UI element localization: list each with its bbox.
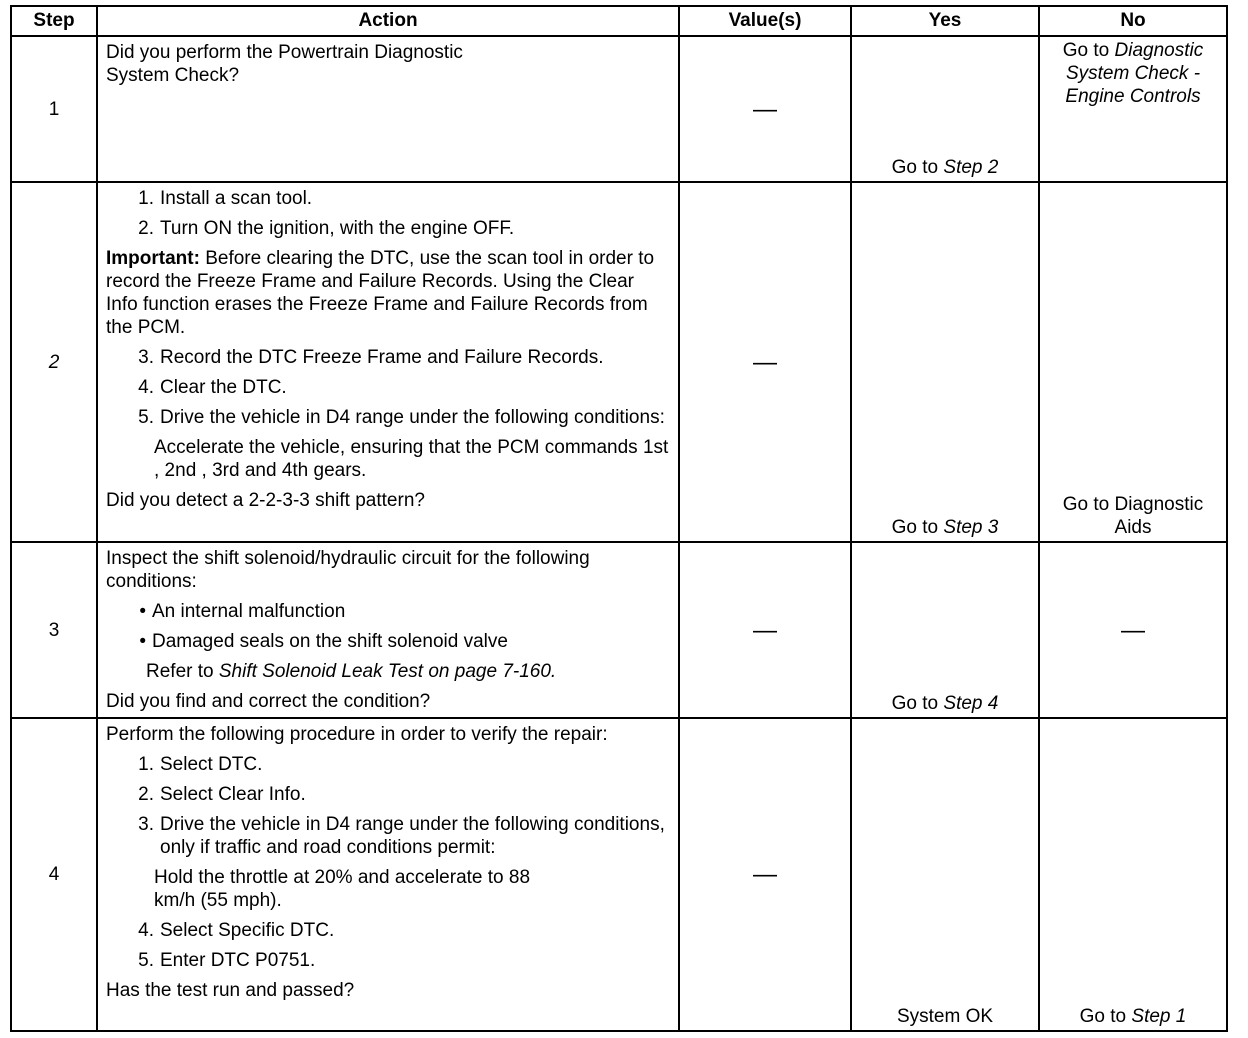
value-cell: — xyxy=(679,36,851,182)
list-text: Turn ON the ignition, with the engine OFF. xyxy=(160,218,515,239)
refer-prefix: Refer to xyxy=(146,661,219,682)
header-values: Value(s) xyxy=(679,6,851,36)
list-number: 3. xyxy=(138,814,154,835)
list-item xyxy=(106,949,670,972)
list-item xyxy=(106,376,670,399)
action-question: Did you detect a 2-2-3-3 shift pattern? xyxy=(106,490,425,511)
action-cell xyxy=(97,182,679,542)
list-item xyxy=(106,630,670,653)
step-number: 3 xyxy=(11,542,97,718)
yes-link[interactable]: Step 4 xyxy=(943,693,999,714)
table-row xyxy=(11,182,1227,542)
yes-prefix: Go to xyxy=(891,157,944,178)
list-text: Record the DTC Freeze Frame and Failure Records. xyxy=(160,347,604,368)
yes-cell: System OK xyxy=(851,718,1039,1031)
no-cell: — xyxy=(1039,542,1227,718)
list-number: 2. xyxy=(138,784,154,805)
table-row xyxy=(11,36,1227,182)
important-note xyxy=(106,247,670,339)
header-row xyxy=(11,6,1227,36)
header-action: Action xyxy=(97,6,679,36)
sub-instruction: Accelerate the vehicle, ensuring that the PCM commands 1st , 2nd , 3rd and 4th gears. xyxy=(154,437,669,481)
list-item xyxy=(106,919,670,942)
value-cell: — xyxy=(679,718,851,1031)
list-item xyxy=(106,813,670,859)
step-number: 2 xyxy=(11,182,97,542)
no-cell xyxy=(1039,182,1227,542)
list-text: Select DTC. xyxy=(160,754,263,775)
action-cell xyxy=(97,36,679,182)
table-row xyxy=(11,718,1227,1031)
list-text: An internal malfunction xyxy=(152,601,346,622)
no-link[interactable]: Step 1 xyxy=(1131,1006,1187,1027)
list-number: 1. xyxy=(138,188,154,209)
no-text[interactable]: Go to Diagnostic Aids xyxy=(1062,494,1204,538)
header-no: No xyxy=(1039,6,1227,36)
action-intro: Inspect the shift solenoid/hydraulic circuit for the following conditions: xyxy=(106,548,590,592)
header-yes: Yes xyxy=(851,6,1039,36)
refer-link[interactable]: Shift Solenoid Leak Test on page 7-160. xyxy=(218,661,557,682)
list-item xyxy=(106,346,670,369)
action-cell xyxy=(97,542,679,718)
list-number: 5. xyxy=(138,950,154,971)
no-cell xyxy=(1039,36,1227,182)
important-label: Important: xyxy=(106,248,200,269)
yes-cell xyxy=(851,182,1039,542)
list-text: Drive the vehicle in D4 range under the following conditions, only if traffic and road conditions permit: xyxy=(160,814,665,858)
list-number: 3. xyxy=(138,347,154,368)
list-number: 2. xyxy=(138,218,154,239)
diagnostic-table xyxy=(10,5,1228,1032)
value-cell: — xyxy=(679,182,851,542)
important-text: Before clearing the DTC, use the scan tool in order to record the Freeze Frame and Failure Records. Using the Clear Info function erases the Freeze Frame and Failure Records from the PCM. xyxy=(106,248,655,338)
action-cell xyxy=(97,718,679,1031)
bullet-icon: • xyxy=(139,631,146,652)
list-text: Enter DTC P0751. xyxy=(160,950,316,971)
no-cell xyxy=(1039,718,1227,1031)
list-number: 5. xyxy=(138,407,154,428)
yes-prefix: Go to xyxy=(891,693,944,714)
yes-cell xyxy=(851,542,1039,718)
bullet-icon: • xyxy=(139,601,146,622)
list-number: 1. xyxy=(138,754,154,775)
action-question: Did you perform the Powertrain Diagnostic System Check? xyxy=(106,42,463,86)
yes-cell xyxy=(851,36,1039,182)
list-number: 4. xyxy=(138,920,154,941)
list-item xyxy=(106,600,670,623)
list-item xyxy=(106,783,670,806)
list-item xyxy=(106,217,670,240)
yes-link[interactable]: Step 3 xyxy=(943,517,999,538)
no-link[interactable]: Diagnostic System Check - Engine Controls xyxy=(1065,40,1204,107)
list-item xyxy=(106,406,670,429)
action-question: Did you find and correct the condition? xyxy=(106,691,431,712)
action-question: Has the test run and passed? xyxy=(106,980,355,1001)
no-prefix: Go to xyxy=(1079,1006,1132,1027)
yes-link[interactable]: Step 2 xyxy=(943,157,999,178)
reference xyxy=(106,660,670,683)
list-text: Damaged seals on the shift solenoid valve xyxy=(152,631,508,652)
value-cell: — xyxy=(679,542,851,718)
sub-instruction: Hold the throttle at 20% and accelerate to 88 km/h (55 mph). xyxy=(154,867,531,911)
header-step: Step xyxy=(11,6,97,36)
list-item xyxy=(106,753,670,776)
list-text: Clear the DTC. xyxy=(160,377,287,398)
yes-prefix: Go to xyxy=(891,517,944,538)
step-number: 1 xyxy=(11,36,97,182)
table-row xyxy=(11,542,1227,718)
list-text: Drive the vehicle in D4 range under the following conditions: xyxy=(160,407,665,428)
action-intro: Perform the following procedure in order to verify the repair: xyxy=(106,724,608,745)
step-number: 4 xyxy=(11,718,97,1031)
list-text: Install a scan tool. xyxy=(160,188,313,209)
list-text: Select Clear Info. xyxy=(160,784,306,805)
list-item xyxy=(106,187,670,210)
list-number: 4. xyxy=(138,377,154,398)
no-prefix: Go to xyxy=(1062,40,1115,61)
list-text: Select Specific DTC. xyxy=(160,920,335,941)
